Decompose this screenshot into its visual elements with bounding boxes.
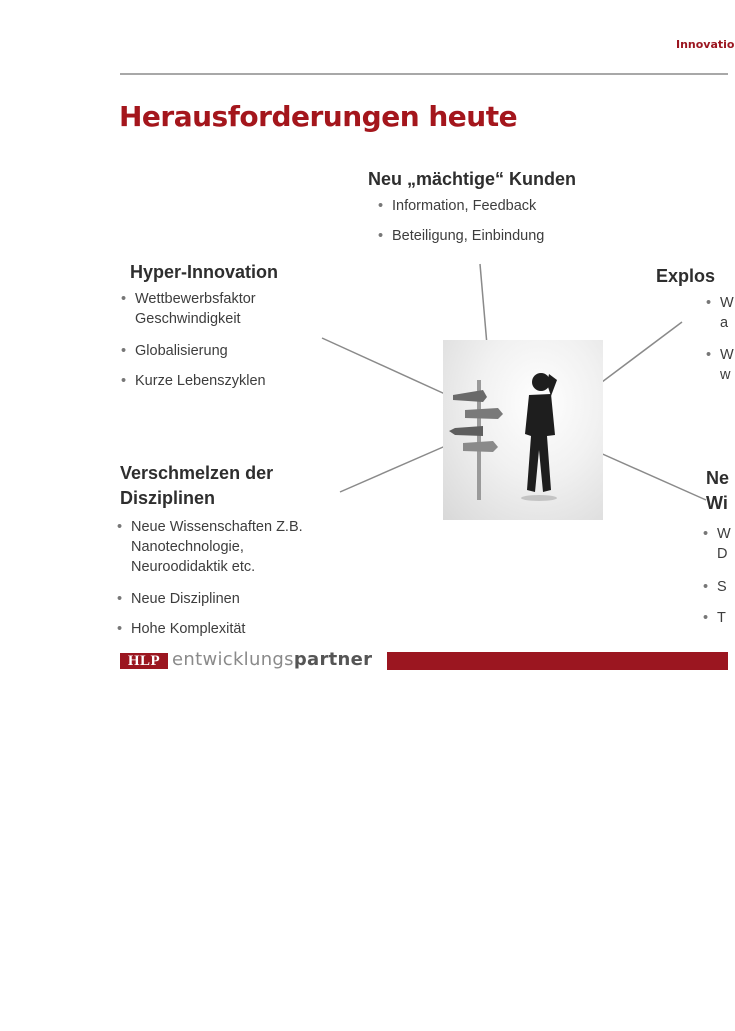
header-tag: Innovatio bbox=[676, 38, 735, 51]
kunden-heading: Neu „mächtige“ Kunden bbox=[368, 169, 577, 189]
bullet: • bbox=[121, 291, 127, 307]
verschmelzen-item: • Hohe Komplexität bbox=[117, 621, 246, 637]
explos-heading: Explos bbox=[656, 266, 716, 286]
bullet: • bbox=[378, 198, 384, 214]
verschmelzen-item-cont: Neuroodidaktik etc. bbox=[131, 559, 256, 575]
verschmelzen-heading-1: Verschmelzen der bbox=[120, 463, 274, 483]
bullet: • bbox=[703, 610, 709, 626]
kunden-item: • Beteiligung, Einbindung bbox=[378, 228, 545, 244]
ne-item: • S bbox=[703, 579, 727, 595]
signpost-figure-image bbox=[443, 340, 603, 520]
signpost-photo bbox=[443, 340, 603, 520]
hyper-item: • Globalisierung bbox=[121, 343, 228, 359]
connector-ne bbox=[598, 452, 706, 500]
explos-item-cont: w bbox=[720, 367, 731, 383]
bullet: • bbox=[117, 591, 123, 607]
explos-item-cont: a bbox=[720, 315, 729, 331]
connector-kunden bbox=[480, 264, 487, 345]
verschmelzen-item-cont: Nanotechnologie, bbox=[131, 539, 244, 555]
explos-item: • W bbox=[706, 295, 734, 311]
hyper-heading: Hyper-Innovation bbox=[130, 262, 279, 282]
connector-hyper bbox=[322, 338, 445, 394]
ne-item: • T bbox=[703, 610, 726, 626]
bullet: • bbox=[703, 526, 709, 542]
bullet: • bbox=[117, 621, 123, 637]
page-title: Herausforderungen heute bbox=[119, 100, 518, 133]
hyper-item: • Kurze Lebenszyklen bbox=[121, 373, 266, 389]
verschmelzen-heading-2: Disziplinen bbox=[120, 488, 216, 508]
bullet: • bbox=[117, 519, 123, 535]
hyper-item: • Wettbewerbsfaktor bbox=[121, 291, 256, 307]
bullet: • bbox=[121, 373, 127, 389]
logo-wordmark: entwicklungspartner bbox=[172, 649, 373, 670]
hyper-item-cont: Geschwindigkeit bbox=[135, 311, 241, 327]
footer-bar bbox=[387, 652, 728, 670]
ne-heading-1: Ne bbox=[706, 468, 730, 488]
bullet: • bbox=[378, 228, 384, 244]
ne-item-cont: D bbox=[717, 546, 728, 562]
hlp-logo-box: HLP bbox=[120, 653, 168, 669]
connector-verschmelzen bbox=[340, 444, 450, 492]
connector-explos bbox=[598, 322, 682, 385]
ne-heading-2: Wi bbox=[706, 493, 728, 513]
bullet: • bbox=[706, 295, 712, 311]
verschmelzen-item: • Neue Wissenschaften Z.B. bbox=[117, 519, 303, 535]
kunden-item: • Information, Feedback bbox=[378, 198, 537, 214]
verschmelzen-item: • Neue Disziplinen bbox=[117, 591, 240, 607]
ne-item: • W bbox=[703, 526, 731, 542]
explos-item: • W bbox=[706, 347, 734, 363]
bullet: • bbox=[703, 579, 709, 595]
bullet: • bbox=[706, 347, 712, 363]
bullet: • bbox=[121, 343, 127, 359]
